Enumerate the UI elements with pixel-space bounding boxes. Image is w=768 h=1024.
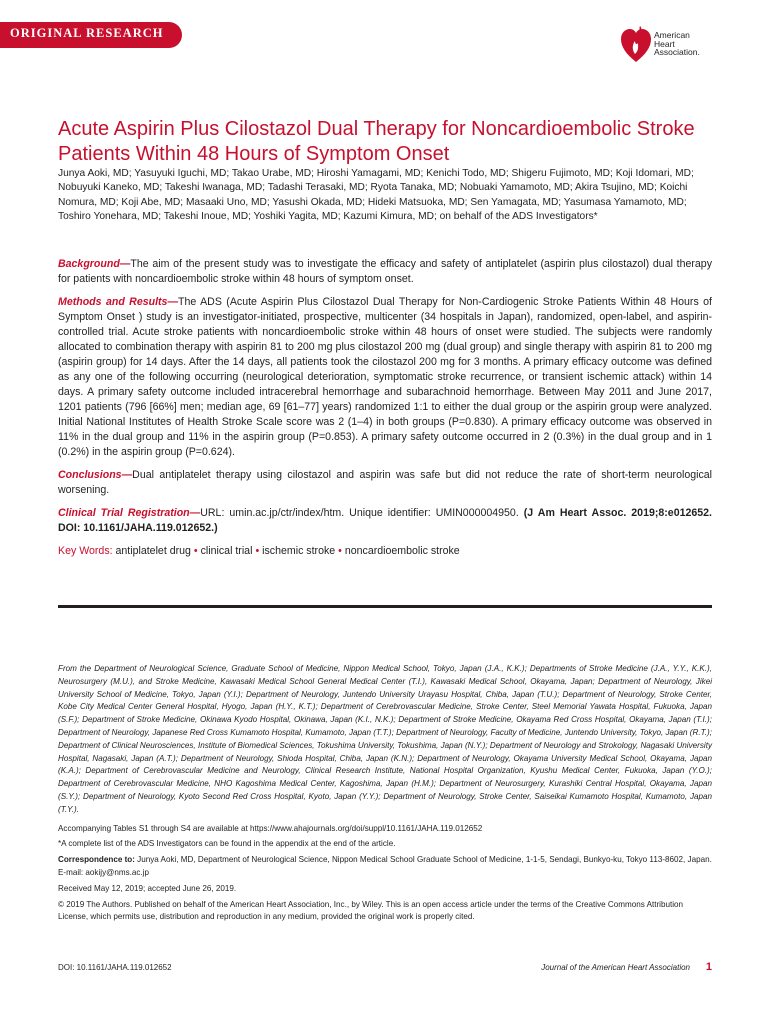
keyword-item[interactable]: ischemic stroke <box>262 545 336 557</box>
footer-doi: DOI: 10.1161/JAHA.119.012652 <box>58 963 172 972</box>
conclusions-text: Dual antiplatelet therapy using cilostazol and aspirin was safe but did not reduce the rate of short-term neurological worsening. <box>58 469 712 496</box>
abstract <box>58 257 712 567</box>
article-type-label: ORIGINAL RESEARCH <box>10 26 164 40</box>
conclusions-label: Conclusions— <box>58 469 133 481</box>
background-text: The aim of the present study was to investigate the efficacy and safety of antiplatelet (aspirin plus cilostazol) dual therapy for patients with noncardioembolic stroke within 48 hours of symptom onset. <box>58 258 712 285</box>
keyword-item[interactable]: clinical trial <box>200 545 253 557</box>
page-number: 1 <box>705 961 712 973</box>
methods-label: Methods and Results— <box>58 296 179 308</box>
section-divider <box>58 605 712 608</box>
article-type-banner <box>0 22 182 48</box>
keywords <box>58 544 712 559</box>
bullet-icon: • <box>193 545 198 557</box>
correspondence <box>58 854 712 880</box>
bullet-icon: • <box>255 545 260 557</box>
license-text: © 2019 The Authors. Published on behalf of the American Heart Association, Inc., by Wiley. This is an open access article under the terms of the Creative Commons Attribution License, which permits use, distribution and reproduction in any medium, provided the original work is properly cited. <box>58 899 684 922</box>
correspondence-label: Correspondence to: <box>58 855 135 865</box>
abstract-background <box>58 257 712 287</box>
keyword-item[interactable]: antiplatelet drug <box>115 545 191 557</box>
trial-text: URL: umin.ac.jp/ctr/index/htm. Unique identifier: UMIN000004950. <box>200 507 519 519</box>
abstract-methods <box>58 295 712 460</box>
footer-journal: Journal of the American Heart Association <box>541 963 690 972</box>
investigators-note: *A complete list of the ADS Investigators can be found in the appendix at the end of the article. <box>58 839 396 849</box>
keywords-label: Key Words: <box>58 545 113 557</box>
abstract-trial-registration <box>58 506 712 536</box>
heart-torch-icon <box>620 24 652 64</box>
background-label: Background— <box>58 258 131 270</box>
aha-logo-text: American Heart Association. <box>654 30 700 57</box>
keyword-item[interactable]: noncardioembolic stroke <box>344 545 460 557</box>
article-title: Acute Aspirin Plus Cilostazol Dual Therapy for Noncardioembolic Stroke Patients Within 48 Hours of Symptom Onset <box>58 118 695 165</box>
bullet-icon: • <box>338 545 342 557</box>
citation: (J Am Heart Assoc. 2019;8:e012652. DOI: 10.1161/JAHA.119.012652.) <box>58 507 712 534</box>
front-matter-notes <box>58 663 712 927</box>
received-dates: Received May 12, 2019; accepted June 26, 2019. <box>58 883 237 893</box>
methods-text: The ADS (Acute Aspirin Plus Cilostazol Dual Therapy for Non-Cardiogenic Stroke Patients Within 48 Hours of Symptom Onset ) study is an investigator-initiated, prospective, multicenter (34 hospitals in Japan), randomized, open-label, and aspirin-controlled trial. Acute stroke patients with noncardioembolic stroke within 48 hours of onset were studied. The subjects were randomly allocated to combination therapy with aspirin 81 to 200 mg plus cilostazol 200 mg (dual group) and single therapy with aspirin 81 to 200 mg (aspirin group) for 14 days. After the 14 days, all patients took the cilostazol 200 mg for 3 months. A primary efficacy outcome was defined as any one of the following occurring (neurological deterioration, symptomatic stroke recurrence, or transient ischemic attack) within 14 days. A primary safety outcome included intracerebral hemorrhage and subarachnoid hemorrhage. Between May 2011 and June 2017, 1201 patients (796 [66%] men; median age, 69 [61–77] years) randomized 1:1 to either the dual group or the aspirin group were analyzed. Initial National Institutes of Health Stroke Scale score was 2 (1–4) in both groups (P=0.830). A primary efficacy outcome was observed in 11% in the dual group and 11% in the aspirin group (P=0.853). A primary safety outcome occurred in 2 (0.3%) in the dual group and in 1 (0.2%) in the aspirin group (P=0.624). <box>58 296 712 458</box>
correspondence-text: Junya Aoki, MD, Department of Neurological Science, Nippon Medical School Graduate School of Medicine, 1-1-5, Sendagi, Bunkyo-ku, Tokyo 113-8602, Japan. E-mail: aokijy@nms.ac.jp <box>58 855 712 877</box>
author-list: Junya Aoki, MD; Yasuyuki Iguchi, MD; Takao Urabe, MD; Hiroshi Yamagami, MD; Kenichi Todo, MD; Shigeru Fujimoto, MD; Koji Idomari, MD; Nobuyuki Kaneko, MD; Takeshi Iwanaga, MD; Tadashi Terasaki, MD; Ryota Tanaka, MD; Nobuaki Yamamoto, MD; Akira Tsujino, MD; Koichi Nomura, MD; Koji Abe, MD; Masaaki Uno, MD; Yasushi Okada, MD; Hideki Matsuoka, MD; Sen Yamagata, MD; Yasumasa Yamamoto, MD; Toshiro Yonehara, MD; Takeshi Inoue, MD; Yoshiki Yagita, MD; Kazumi Kimura, MD; on behalf of the ADS Investigators* <box>58 168 694 222</box>
abstract-conclusions <box>58 468 712 498</box>
affiliations: From the Department of Neurological Science, Graduate School of Medicine, Nippon Medical School, Tokyo, Japan (J.A., K.K.); Departments of Stroke Medicine (J.A., Y.Y., K.K.), Neurosurgery (M.U.), and Stroke Medicine, Kawasaki Medical School General Medical Center (T.I.), Kawasaki Medical School, Okayama, Japan; Department of Neurology, Jikei University School of Medicine, Tokyo, Japan (Y.I.); Department of Neurology, Juntendo University Urayasu Hospital, Chiba, Japan (T.U.); Department of Neurology, Stroke Center, Kobe City Medical Center General Hospital, Hyogo, Japan (H.Y., K.T.); Department of Cerebrovascular Medicine, Stroke Center, Steel Memorial Yawata Hospital, Fukuoka, Japan (S.F.); Department of Stroke Medicine, Okinawa Kyodo Hospital, Okinawa, Japan (K.I., N.K.); Department of Stroke Medicine, Okayama Red Cross Hospital, Okayama, Japan (T.I.); Department of Neurology, Japanese Red Cross Kumamoto Hospital, Kumamoto, Japan (T.T.); Department of Neurology, Faculty of Medicine, Juntendo University, Tokyo, Japan (R.T.); Department of Clinical Neurosciences, Institute of Biomedical Sciences, Tokushima University, Tokushima, Japan (N.Y.); Department of Neurology and Strokology, Nagasaki University Hospital, Nagasaki, Japan (A.T.); Department of Neurology, Shioda Hospital, Chiba, Japan (K.N.); Department of Neurology, Okayama University Medical School, Okayama, Japan (K.A.); Department of Cerebrovascular Medicine and Neurology, Clinical Research Institute, National Hospital Organization, Kyushu Medical Center, Fukuoka, Japan (Y.O.); Department of Cerebrovascular Medicine, NHO Kagoshima Medical Center, Kagoshima, Japan (H.M.); Department of Neurosurgery, Kurashiki Central Hospital, Okayama, Japan (S.Y.); Department of Neurology, Kyoto Second Red Cross Hospital, Kyoto, Japan (Y.Y.); Department of Neurology, Stroke Center, Saiseikai Kumamoto Hospital, Kumamoto, Japan (T.Y.). <box>58 664 712 814</box>
supplement-note[interactable]: Accompanying Tables S1 through S4 are available at https://www.ahajournals.org/doi/suppl/10.1161/JAHA.119.012652 <box>58 823 483 833</box>
trial-label: Clinical Trial Registration— <box>58 507 201 519</box>
aha-logo <box>620 18 720 68</box>
